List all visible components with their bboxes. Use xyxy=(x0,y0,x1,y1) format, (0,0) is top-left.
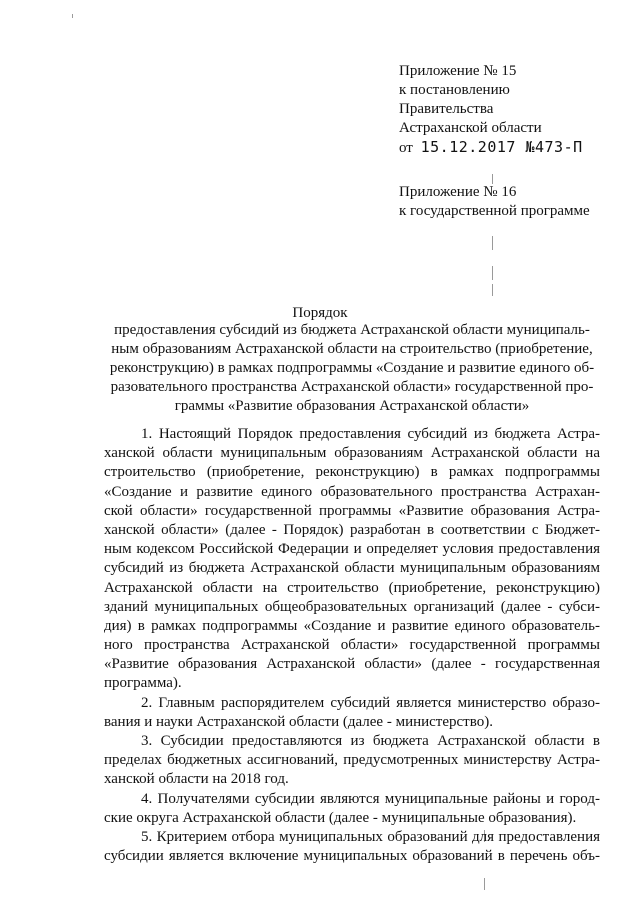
paragraph-line: 5. Критерием отбора муниципальных образований для предоставления xyxy=(141,828,600,845)
date-prefix: от xyxy=(399,140,413,156)
paragraph-5 xyxy=(104,828,600,866)
appendix-16-block xyxy=(399,183,590,221)
scan-artifact xyxy=(72,14,73,18)
document-subtitle xyxy=(104,321,600,416)
scan-artifact xyxy=(492,284,493,296)
paragraph-line: дия) в рамках подпрограммы «Создание и развитие единого образователь- xyxy=(104,617,600,634)
paragraph-1 xyxy=(104,425,600,694)
appendix-15-date-line xyxy=(399,138,583,158)
paragraph-4 xyxy=(104,790,600,828)
paragraph-line: ного пространства Астраханской области» государственной программы xyxy=(104,637,600,654)
subtitle-line: реконструкцию) в рамках подпрограммы «Создание и развитие единого об- xyxy=(109,360,595,376)
paragraph-line: программа). xyxy=(104,675,182,692)
scan-artifact xyxy=(484,878,485,890)
paragraph-line: ханской области» (далее - Порядок) разработан в соответствии с Бюджет- xyxy=(104,521,600,538)
subtitle-line: граммы «Развитие образования Астраханской области» xyxy=(174,398,530,414)
appendix-15-line: Астраханской области xyxy=(399,120,542,136)
scan-artifact xyxy=(492,236,493,250)
paragraph-line: ханской области муниципальным образованиям Астраханской области на xyxy=(104,445,600,462)
paragraph-line: ские округа Астраханской области (далее - муниципальные образования). xyxy=(104,809,577,826)
appendix-15-line: Правительства xyxy=(399,101,494,117)
appendix-16-line: Приложение № 16 xyxy=(399,184,517,200)
paragraph-line: ным кодексом Российской Федерации и определяет условия предоставления xyxy=(104,541,600,558)
paragraph-line: ханской области на 2018 год. xyxy=(104,771,289,788)
date-handwritten: 15.12.2017 №473-П xyxy=(420,138,583,156)
subtitle-line: ным образованиям Астраханской области на строительство (приобретение, xyxy=(111,341,593,357)
paragraph-line: 1. Настоящий Порядок предоставления субсидий из бюджета Астра- xyxy=(141,426,600,442)
appendix-15-block xyxy=(399,62,583,158)
paragraph-line: субсидии является включение муниципальных образований в перечень объ- xyxy=(104,848,600,865)
paragraph-line: строительство (приобретение, реконструкцию) в рамках подпрограммы xyxy=(104,464,600,481)
paragraph-line: Астраханской области на строительство (приобретение, реконструкцию) xyxy=(104,579,600,596)
appendix-15-line: к постановлению xyxy=(399,82,510,98)
paragraph-line: ской области» государственной программы «Развитие образования Астра- xyxy=(104,502,600,519)
document-title: Порядок xyxy=(292,305,348,321)
paragraph-line: пределах бюджетных ассигнований, предусмотренных министерству Астра- xyxy=(104,752,600,769)
subtitle-line: разовательного пространства Астраханской области» государственной про- xyxy=(110,379,594,395)
paragraph-line: 4. Получателями субсидии являются муниципальные районы и город- xyxy=(141,790,600,807)
paragraph-line: 2. Главным распорядителем субсидий является министерство образо- xyxy=(141,694,600,711)
paragraph-line: 3. Субсидии предоставляются из бюджета Астраханской области в xyxy=(141,733,600,749)
paragraph-line: зданий муниципальных общеобразовательных организаций (далее - субси- xyxy=(104,598,600,615)
appendix-15-line: Приложение № 15 xyxy=(399,63,517,79)
paragraph-line: вания и науки Астраханской области (далее - министерство). xyxy=(104,713,493,730)
paragraph-line: «Создание и развитие единого образовательного пространства Астрахан- xyxy=(104,483,600,500)
subtitle-line: предоставления субсидий из бюджета Астраханской области муниципаль- xyxy=(114,322,590,338)
paragraph-line: субсидий из бюджета Астраханской области муниципальным образованиям xyxy=(104,560,600,577)
document-body xyxy=(104,425,600,866)
appendix-16-line: к государственной программе xyxy=(399,203,590,219)
paragraph-2 xyxy=(104,694,600,732)
scan-artifact xyxy=(492,266,493,280)
paragraph-line: «Развитие образования Астраханской области» (далее - государственная xyxy=(104,656,600,673)
paragraph-3 xyxy=(104,732,600,790)
